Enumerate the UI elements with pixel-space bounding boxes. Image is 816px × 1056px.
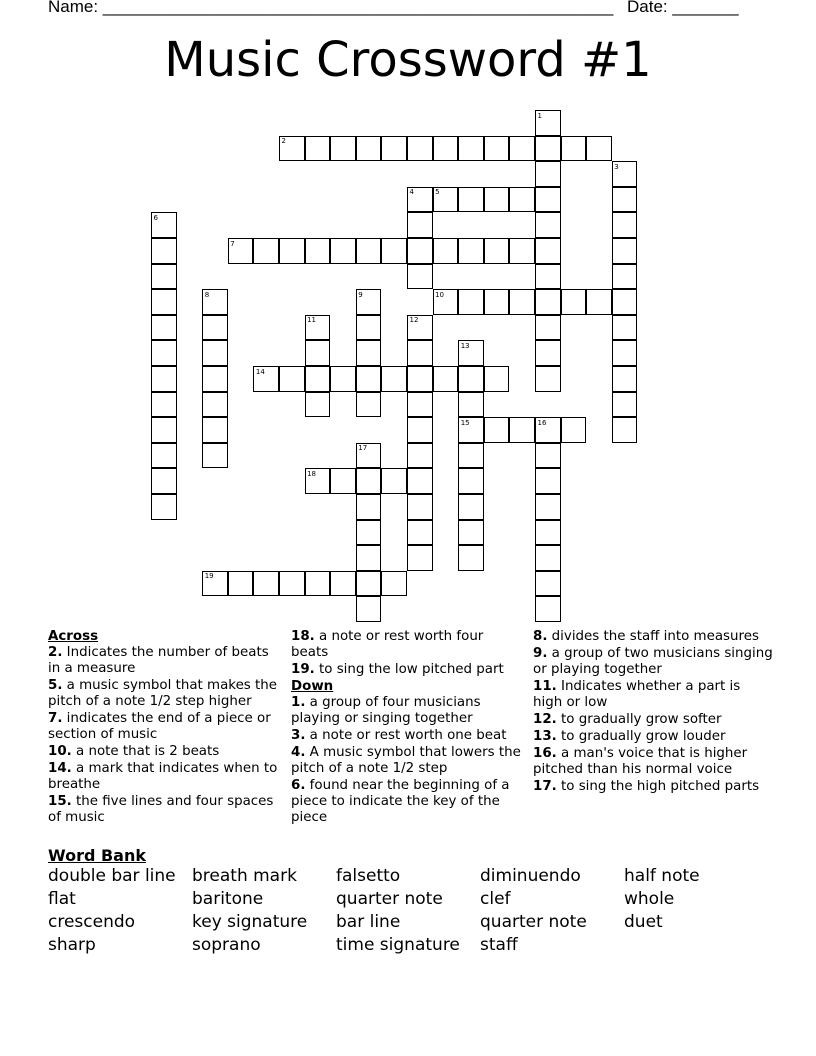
grid-cell[interactable]: [381, 238, 407, 264]
word-bank-item: diminuendo: [480, 866, 581, 886]
clue-number: 17: [358, 444, 368, 453]
grid-cell[interactable]: [535, 289, 561, 315]
clue-column-2: [291, 629, 523, 827]
word-bank-item: quarter note: [480, 912, 587, 932]
grid-cell[interactable]: [151, 468, 177, 494]
grid-cell[interactable]: [305, 392, 331, 418]
grid-cell[interactable]: [458, 443, 484, 469]
grid-cell[interactable]: [381, 366, 407, 392]
grid-cell[interactable]: [612, 264, 638, 290]
grid-cell[interactable]: [612, 366, 638, 392]
grid-cell[interactable]: [330, 136, 356, 162]
clue-number: 3: [614, 162, 619, 171]
grid-cell[interactable]: [407, 264, 433, 290]
grid-cell[interactable]: [535, 238, 561, 264]
down-heading: Down: [291, 679, 334, 694]
word-bank: [48, 866, 788, 958]
clue-down-1: 1. a group of four musicians playing or singing together: [291, 695, 481, 726]
grid-cell[interactable]: [305, 238, 331, 264]
grid-cell[interactable]: [151, 289, 177, 315]
word-bank-item: crescendo: [48, 912, 136, 932]
clue-number: 2: [281, 137, 286, 146]
grid-cell[interactable]: [612, 315, 638, 341]
grid-cell[interactable]: [202, 289, 228, 315]
grid-cell[interactable]: [535, 366, 561, 392]
grid-cell[interactable]: [407, 187, 433, 213]
clue-down-17: 17. to sing the high pitched parts: [533, 779, 760, 794]
word-bank-item: clef: [480, 889, 511, 909]
word-bank-item: bar line: [336, 912, 401, 932]
grid-cell[interactable]: [535, 494, 561, 520]
word-bank-row: [48, 912, 788, 935]
word-bank-item: soprano: [192, 935, 261, 955]
grid-cell[interactable]: [356, 136, 382, 162]
grid-cell[interactable]: [509, 238, 535, 264]
grid-cell[interactable]: [330, 468, 356, 494]
grid-cell[interactable]: [612, 161, 638, 187]
grid-cell[interactable]: [612, 212, 638, 238]
grid-cell[interactable]: [458, 494, 484, 520]
grid-cell[interactable]: [228, 571, 254, 597]
clue-column-3: [533, 629, 773, 796]
grid-cell[interactable]: [356, 596, 382, 622]
grid-cell[interactable]: [484, 366, 510, 392]
clue-down-12: 12. to gradually grow softer: [533, 712, 722, 727]
grid-cell[interactable]: [356, 545, 382, 571]
grid-cell[interactable]: [151, 494, 177, 520]
word-bank-row: [48, 889, 788, 912]
grid-cell[interactable]: [330, 571, 356, 597]
clue-number: 11: [307, 316, 317, 325]
grid-cell[interactable]: [330, 366, 356, 392]
grid-cell[interactable]: [561, 417, 587, 443]
across-heading: Across: [48, 629, 99, 644]
clue-number: 9: [358, 290, 363, 299]
grid-cell[interactable]: [151, 315, 177, 341]
clue-number: 19: [204, 572, 214, 581]
clue-across-7: 7. indicates the end of a piece or section of music: [48, 711, 271, 742]
grid-cell[interactable]: [535, 545, 561, 571]
grid-cell[interactable]: [407, 366, 433, 392]
grid-cell[interactable]: [561, 136, 587, 162]
grid-cell[interactable]: [305, 340, 331, 366]
grid-cell[interactable]: [458, 468, 484, 494]
grid-cell[interactable]: [458, 289, 484, 315]
grid-cell[interactable]: [305, 366, 331, 392]
grid-cell[interactable]: [407, 545, 433, 571]
grid-cell[interactable]: [279, 136, 305, 162]
grid-cell[interactable]: [151, 264, 177, 290]
grid-cell[interactable]: [535, 520, 561, 546]
clue-down-16: 16. a man's voice that is higher pitched than his normal voice: [533, 746, 748, 777]
grid-cell[interactable]: [356, 571, 382, 597]
grid-cell[interactable]: [202, 571, 228, 597]
grid-cell[interactable]: [612, 289, 638, 315]
clue-across-5: 5. a music symbol that makes the pitch of a note 1/2 step higher: [48, 678, 278, 709]
grid-cell[interactable]: [407, 315, 433, 341]
grid-cell[interactable]: [305, 136, 331, 162]
grid-cell[interactable]: [612, 340, 638, 366]
clue-number: 18: [307, 469, 317, 478]
word-bank-title: Word Bank: [48, 846, 147, 865]
clue-number: 8: [204, 290, 210, 299]
grid-cell[interactable]: [407, 238, 433, 264]
grid-cell[interactable]: [407, 392, 433, 418]
grid-cell[interactable]: [535, 212, 561, 238]
grid-cell[interactable]: [381, 571, 407, 597]
grid-cell[interactable]: [535, 468, 561, 494]
grid-cell[interactable]: [228, 238, 254, 264]
grid-cell[interactable]: [484, 238, 510, 264]
clue-down-13: 13. to gradually grow louder: [533, 729, 726, 744]
grid-cell[interactable]: [509, 289, 535, 315]
grid-cell[interactable]: [484, 289, 510, 315]
grid-cell[interactable]: [535, 264, 561, 290]
grid-cell[interactable]: [407, 520, 433, 546]
clue-column-1: [48, 629, 280, 827]
clue-down-3: 3. a note or rest worth one beat: [291, 728, 507, 743]
word-bank-row: [48, 935, 788, 958]
clue-across-18: 18. a note or rest worth four beats: [291, 629, 484, 660]
name-field-label: Name: ______________________________________________________: [48, 0, 614, 16]
word-bank-item: falsetto: [336, 866, 401, 886]
grid-cell[interactable]: [305, 571, 331, 597]
grid-cell[interactable]: [407, 136, 433, 162]
grid-cell[interactable]: [433, 238, 459, 264]
grid-cell[interactable]: [433, 289, 459, 315]
word-bank-item: time signature: [336, 935, 460, 955]
word-bank-item: duet: [624, 912, 663, 932]
grid-cell[interactable]: [356, 340, 382, 366]
grid-cell[interactable]: [484, 136, 510, 162]
grid-cell[interactable]: [535, 161, 561, 187]
word-bank-row: [48, 866, 788, 889]
word-bank-item: double bar line: [48, 866, 176, 886]
grid-cell[interactable]: [356, 443, 382, 469]
grid-cell[interactable]: [458, 545, 484, 571]
grid-cell[interactable]: [356, 494, 382, 520]
grid-cell[interactable]: [458, 340, 484, 366]
grid-cell[interactable]: [356, 392, 382, 418]
grid-cell[interactable]: [253, 571, 279, 597]
grid-cell[interactable]: [612, 187, 638, 213]
grid-cell[interactable]: [433, 136, 459, 162]
grid-cell[interactable]: [356, 289, 382, 315]
clue-across-2: 2. Indicates the number of beats in a measure: [48, 645, 269, 676]
page-title: Music Crossword #1: [164, 32, 652, 88]
grid-cell[interactable]: [151, 443, 177, 469]
grid-cell[interactable]: [433, 366, 459, 392]
clue-across-15: 15. the five lines and four spaces of music: [48, 794, 274, 825]
word-bank-item: half note: [624, 866, 700, 886]
word-bank-item: sharp: [48, 935, 96, 955]
grid-cell[interactable]: [458, 417, 484, 443]
grid-cell[interactable]: [407, 212, 433, 238]
word-bank-item: quarter note: [336, 889, 443, 909]
grid-cell[interactable]: [458, 392, 484, 418]
grid-cell[interactable]: [305, 468, 331, 494]
clue-number: 16: [537, 418, 547, 427]
grid-cell[interactable]: [407, 443, 433, 469]
word-bank-item: breath mark: [192, 866, 297, 886]
grid-cell[interactable]: [535, 340, 561, 366]
grid-cell[interactable]: [509, 417, 535, 443]
grid-cell[interactable]: [356, 468, 382, 494]
grid-cell[interactable]: [535, 187, 561, 213]
grid-cell[interactable]: [381, 468, 407, 494]
word-bank-item: staff: [480, 935, 518, 955]
grid-cell[interactable]: [458, 136, 484, 162]
grid-cell[interactable]: [535, 315, 561, 341]
grid-cell[interactable]: [330, 238, 356, 264]
grid-cell[interactable]: [253, 238, 279, 264]
word-bank-item: flat: [48, 889, 76, 909]
clue-number: 13: [460, 341, 470, 350]
grid-cell[interactable]: [612, 392, 638, 418]
clue-down-9: 9. a group of two musicians singing or playing together: [533, 646, 773, 677]
grid-cell[interactable]: [356, 238, 382, 264]
grid-cell[interactable]: [407, 494, 433, 520]
grid-cell[interactable]: [535, 596, 561, 622]
grid-cell[interactable]: [151, 238, 177, 264]
grid-cell[interactable]: [279, 238, 305, 264]
grid-cell[interactable]: [279, 571, 305, 597]
grid-cell[interactable]: [561, 289, 587, 315]
grid-cell[interactable]: [612, 238, 638, 264]
grid-cell[interactable]: [535, 443, 561, 469]
grid-cell[interactable]: [202, 366, 228, 392]
grid-cell[interactable]: [202, 315, 228, 341]
clue-number: 12: [409, 316, 419, 325]
grid-cell[interactable]: [458, 366, 484, 392]
clue-down-6: 6. found near the beginning of a piece to indicate the key of the piece: [291, 778, 510, 825]
clue-number: 4: [409, 188, 414, 197]
clue-number: 10: [435, 290, 445, 299]
grid-cell[interactable]: [612, 417, 638, 443]
clue-down-11: 11. Indicates whether a part is high or low: [533, 679, 741, 710]
clue-number: 6: [153, 213, 158, 222]
date-field-label: Date: _______: [627, 0, 739, 16]
grid-cell[interactable]: [458, 520, 484, 546]
grid-cell[interactable]: [535, 110, 561, 136]
grid-cell[interactable]: [586, 289, 612, 315]
clue-across-19: 19. to sing the low pitched part: [291, 662, 504, 677]
word-bank-item: baritone: [192, 889, 264, 909]
grid-cell[interactable]: [407, 468, 433, 494]
clue-number: 15: [460, 418, 470, 427]
grid-cell[interactable]: [484, 187, 510, 213]
grid-cell[interactable]: [202, 443, 228, 469]
word-bank-item: key signature: [192, 912, 308, 932]
grid-cell[interactable]: [356, 366, 382, 392]
grid-cell[interactable]: [202, 417, 228, 443]
grid-cell[interactable]: [151, 366, 177, 392]
grid-cell[interactable]: [356, 315, 382, 341]
grid-cell[interactable]: [535, 571, 561, 597]
grid-cell[interactable]: [151, 417, 177, 443]
grid-cell[interactable]: [535, 136, 561, 162]
grid-cell[interactable]: [458, 187, 484, 213]
clue-down-8: 8. divides the staff into measures: [533, 629, 759, 644]
word-bank-item: whole: [624, 889, 675, 909]
grid-cell[interactable]: [151, 340, 177, 366]
clue-across-14: 14. a mark that indicates when to breathe: [48, 761, 278, 792]
grid-cell[interactable]: [253, 366, 279, 392]
grid-cell[interactable]: [586, 136, 612, 162]
grid-cell[interactable]: [484, 417, 510, 443]
grid-cell[interactable]: [433, 187, 459, 213]
grid-cell[interactable]: [407, 340, 433, 366]
clue-number: 14: [255, 367, 265, 376]
grid-cell[interactable]: [458, 238, 484, 264]
clue-number: 7: [230, 239, 235, 248]
grid-cell[interactable]: [202, 392, 228, 418]
grid-cell[interactable]: [202, 340, 228, 366]
clue-down-4: 4. A music symbol that lowers the pitch of a note 1/2 step: [291, 745, 521, 776]
grid-cell[interactable]: [407, 417, 433, 443]
clue-number: 5: [435, 188, 440, 197]
grid-cell[interactable]: [279, 366, 305, 392]
clue-across-10: 10. a note that is 2 beats: [48, 744, 220, 759]
grid-cell[interactable]: [509, 136, 535, 162]
grid-cell[interactable]: [381, 136, 407, 162]
grid-cell[interactable]: [305, 315, 331, 341]
grid-cell[interactable]: [356, 520, 382, 546]
grid-cell[interactable]: [151, 392, 177, 418]
grid-cell[interactable]: [151, 212, 177, 238]
grid-cell[interactable]: [509, 187, 535, 213]
grid-cell[interactable]: [535, 417, 561, 443]
clue-number: 1: [537, 111, 542, 120]
